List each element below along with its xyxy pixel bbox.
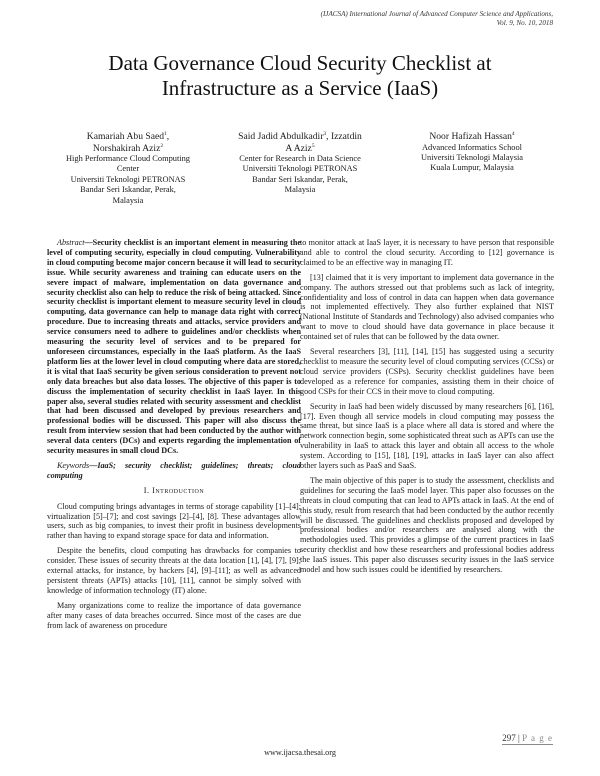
author-2-affiliation: Center for Research in Data Science Universiti Teknologi PETRONAS Bandar Seri Iskandar, Perak, Malaysia: [239, 154, 361, 195]
intro-paragraph: Cloud computing brings advantages in terms of storage capability [1]–[4]; virtualization [5]–[7]; and cost savings [2]–[4], [8]. These advantages allow users, such as big companies, to invest their profit in business developments rather than having to expand storage space for data and information.: [47, 501, 301, 541]
journal-header: [133, 10, 553, 28]
right-column: [300, 238, 554, 580]
left-column: [47, 238, 301, 636]
journal-name: (IJACSA) International Journal of Advanced Computer Science and Applications,: [320, 10, 553, 18]
title-line-2: Infrastructure as a Service (IaaS): [161, 76, 439, 100]
intro-paragraph: Many organizations come to realize the importance of data governance after many cases of data breaches occurred. Since most of the cases are due from lack of awareness on procedure: [47, 600, 301, 630]
author-3: [386, 131, 558, 174]
author-2-name: Norshakirah Aziz$^2$: [92, 142, 164, 154]
body-paragraph: Security in IaaS had been widely discussed by many researchers [6], [16], [17]. Even though all service models in cloud computing may possess the same threat, but since IaaS is a place where all data is stored and where the network connection begin, some sophisticated threat such as APTs can use the vulnerability in IaaS to attack this layer and obtain all access to the whole system. According to [15], [18], [19], attacks in IaaS layer can also affect other layers such as PaaS and SaaS.: [300, 401, 554, 471]
body-paragraph: Several researchers [3], [11], [14], [15] has suggested using a security checklist to measure the security level of cloud computing services (CCSs) or cloud service providers (CSPs). Security checklist guidelines have been developed as a reference for companies, assisting them in their choice of good CSPs for their CCS in their move to cloud computing.: [300, 347, 554, 396]
journal-url: www.ijacsa.thesai.org: [264, 748, 336, 757]
intro-paragraph: Despite the benefits, cloud computing has drawbacks for companies to consider. These issues of security threats at the data location [1], [4], [7], [9]; external attacks, for instance, by hackers [4], [9]–[11]; as well as advanced persistent threats (APTs) attacks [10], [11], cannot be simply solved with knowledge of information technology (IT) alone.: [47, 546, 301, 595]
body-paragraph-continued: to monitor attack at IaaS layer, it is necessary to have person that responsible and able to control the cloud security. According to [12] governance is claimed to be an effective way in managing IT.: [300, 238, 554, 267]
author-3-affiliation: Advanced Informatics School Universiti Teknologi Malaysia Kuala Lumpur, Malaysia: [420, 142, 524, 173]
keywords: Keywords—IaaS; security checklist; guidelines; threats; cloud computing: [47, 460, 301, 480]
author-1-name: Kamariah Abu Saed$^1$,: [86, 130, 170, 142]
abstract: Abstract—Security checklist is an important element in measuring the level of computing security, especially in cloud computing. Vulnerability in cloud computing become major concern because it will lead to security issue. While security awareness and training can educate users on the severe impact of malware, implementation on data governance and security checklist also can help to reduce the risk of being attacked. Since security checklist is important element to measure security level in cloud computing, data governance can help to manage data right with correct procedure. Due to increasing threats and attacks, service providers and service consumers need to adhere to guidelines and/or checklists when measuring the security level of services and to be prepared for unforeseen circumstances, especially in the IaaS platform. As the IaaS platform lies at the lower level in cloud computing where data are stored, it is vital that IaaS security be given serious consideration to prevent not only data breaches but also data losses. The objective of this paper is to discuss the implementation of security checklist in IaaS layer. In this paper also, several studies related with security assessment and checklist that had been discussed and developed by previous researchers and professional bodies will be discussed. This paper will also discuss the result from interview session that had been conducted by the author with several data centers (DCs) and experts regarding the implementation of security measures in small cloud DCs.: [47, 238, 301, 456]
author-5-name: A Aziz$^5$: [285, 142, 315, 154]
title-line-1: Data Governance Cloud Security Checklist at: [108, 51, 492, 75]
author-1: [42, 131, 214, 206]
page-number: 297 | P a g e: [502, 733, 553, 743]
author-4-name: Noor Hafizah Hassan$^4$: [429, 130, 515, 142]
journal-volume: Vol. 9, No. 10, 2018: [496, 19, 553, 28]
author-2: [214, 131, 386, 196]
section-heading-introduction: I. Introduction: [143, 485, 205, 495]
body-paragraph: [13] claimed that it is very important to implement data governance in the company. The authors stressed out that problems such as lack of integrity, confidentiality and loss of control in data can happen when data governance is not implemented effectively. They also further explained that NIST (National Institute of Standards and Technology) also advised companies who want to move to cloud should have data governance in place because it contained set of rules that can be followed by the data owner.: [300, 272, 554, 342]
body-paragraph: The main objective of this paper is to study the assessment, checklists and guidelines for securing the IaaS model layer. This paper also focusses on the threats in cloud computing that can lead to APTs attack in IaaS. At the end of this study, result from research that had been conducted by the author recently will be discussed. The guidelines and checklists proposed and developed by professional bodies and/or researchers are analysed along with the methodologies used. This provides a glimpse of the current practices in IaaS security checklist and how these researchers and professional bodies address the IaaS issues. This paper also discusses security issues in the IaaS service model and how such issues could be identified by researchers.: [300, 475, 554, 575]
author-1-affiliation: High Performance Cloud Computing Center Universiti Teknologi PETRONAS Bandar Seri Iskandar, Perak, Malaysia: [66, 154, 190, 205]
paper-title: [40, 51, 560, 101]
author-3-name: Said Jadid Abdulkadir$^3$, Izzatdin: [238, 130, 362, 142]
